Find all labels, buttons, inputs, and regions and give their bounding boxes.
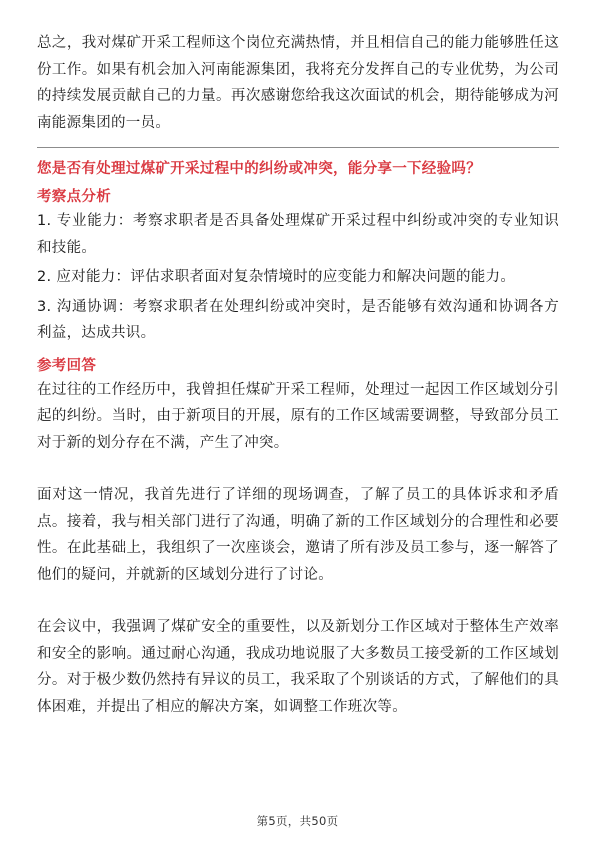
page-content [37,30,559,720]
analysis-list [37,208,559,347]
analysis-heading: 考察点分析 [37,189,111,205]
analysis-item: 1. 专业能力：考察求职者是否具备处理煤矿开采过程中纠纷或冲突的专业知识和技能。 [37,213,559,256]
answer-paragraph: 在过往的工作经历中，我曾担任煤矿开采工程师，处理过一起因工作区域划分引起的纠纷。当时，由于新项目的开展，原有的工作区域需要调整，导致部分员工对于新的划分存在不满，产生了冲突。 [37,381,559,451]
intro-paragraph: 总之，我对煤矿开采工程师这个岗位充满热情，并且相信自己的能力能够胜任这份工作。如果有机会加入河南能源集团，我将充分发挥自己的专业优势，为公司的持续发展贡献自己的力量。再次感谢您给我这次面试的机会，期待能够成为河南能源集团的一员。 [37,35,559,131]
answer-paragraph: 在会议中，我强调了煤矿安全的重要性，以及新划分工作区域对于整体生产效率和安全的影响。通过耐心沟通，我成功地说服了大多数员工接受新的工作区域划分。对于极少数仍然持有异议的员工，我采取了个别谈话的方式，了解他们的具体困难，并提出了相应的解决方案，如调整工作班次等。 [37,619,559,715]
section-divider [37,147,559,148]
spacer [37,456,559,482]
question-heading: 您是否有处理过煤矿开采过程中的纠纷或冲突，能分享一下经验吗？ [37,161,481,177]
answer-paragraph: 面对这一情况，我首先进行了详细的现场调查，了解了员工的具体诉求和矛盾点。接着，我与相关部门进行了沟通，明确了新的工作区域划分的合理性和必要性。在此基础上，我组织了一次座谈会，邀请了所有涉及员工参与，逐一解答了他们的疑问，并就新的区域划分进行了讨论。 [37,487,559,583]
answer-heading: 参考回答 [37,357,97,374]
page-number: 第5页，共50页 [256,814,339,828]
spacer [37,588,559,614]
analysis-item: 3. 沟通协调：考察求职者在处理纠纷或冲突时，是否能够有效沟通和协调各方利益，达成共识。 [37,298,559,341]
analysis-item: 2. 应对能力：评估求职者面对复杂情境时的应变能力和解决问题的能力。 [37,269,516,285]
